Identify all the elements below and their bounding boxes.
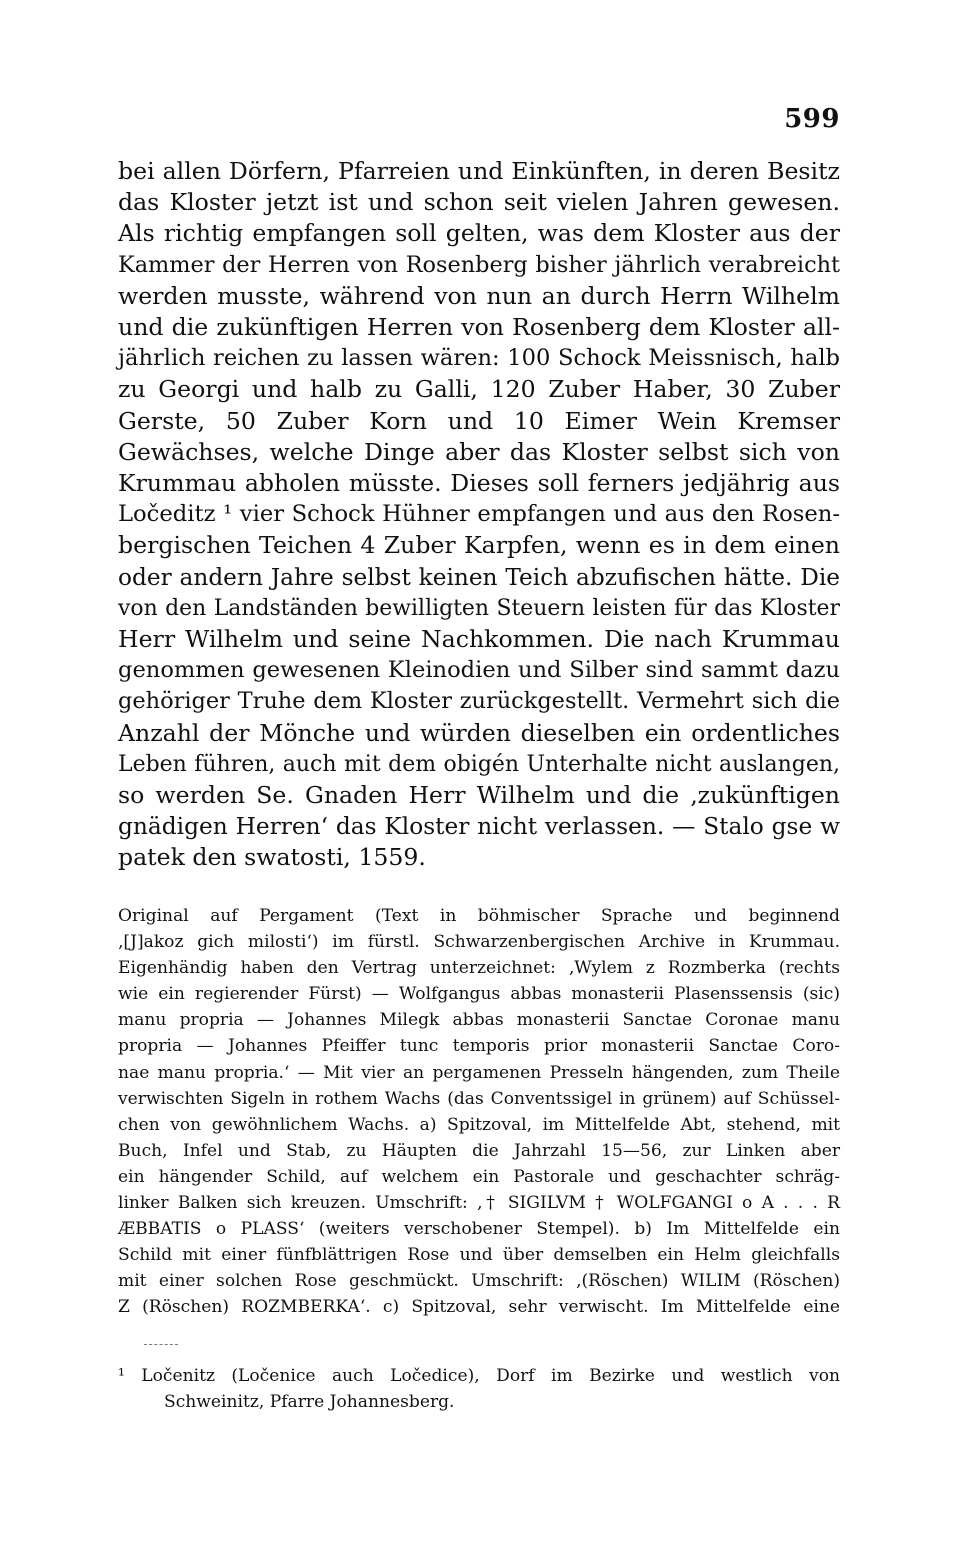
- text-line: genommen gewesenen Kleinodien und Silber sind sammt dazu: [118, 657, 840, 684]
- text-line: zu Georgi und halb zu Galli, 120 Zuber Haber, 30 Zuber: [118, 375, 840, 404]
- text-line: Herr Wilhelm und seine Nachkommen. Die nach Krummau: [118, 625, 840, 654]
- note-line: Z (Röschen) ROZMBERKA‘. c) Spitzoval, sehr verwischt. Im Mittelfelde eine: [118, 1297, 840, 1318]
- note-line: Original auf Pergament (Text in böhmischer Sprache und beginnend: [118, 906, 840, 926]
- footnote-line: ¹ Ločenitz (Ločenice auch Ločedice), Dorf im Bezirke und westlich von: [118, 1366, 840, 1386]
- text-line: Ločeditz ¹ vier Schock Hühner empfangen und aus den Rosen-: [118, 501, 840, 528]
- text-line: Leben führen, auch mit dem obigén Unterhalte nicht auslangen,: [118, 751, 840, 777]
- text-line: Anzahl der Mönche und würden dieselben ein ordentliches: [118, 718, 840, 747]
- text-line: jährlich reichen zu lassen wären: 100 Schock Meissnisch, halb: [118, 345, 840, 372]
- footnote-line: Schweinitz, Pfarre Johannesberg.: [164, 1392, 455, 1412]
- note-line: linker Balken sich kreuzen. Umschrift: ‚† SIGILVM † WOLFGANGI o A . . . R: [118, 1193, 840, 1214]
- page-number: 599: [784, 104, 840, 134]
- text-line: patek den swatosti, 1559.: [118, 843, 426, 872]
- text-line: so werden Se. Gnaden Herr Wilhelm und die ‚zukünftigen: [118, 781, 840, 810]
- note-line: ‚[J]akoz gich milosti‘) im fürstl. Schwarzenbergischen Archive in Krummau.: [118, 932, 840, 953]
- note-line: Schild mit einer fünfblättrigen Rose und über demselben ein Helm gleichfalls: [118, 1245, 840, 1266]
- archival-note: [118, 903, 840, 1321]
- note-line: nae manu propria.‘ — Mit vier an pergamenen Presseln hängenden, zum Theile: [118, 1062, 840, 1083]
- text-line: bergischen Teichen 4 Zuber Karpfen, wenn es in dem einen: [118, 531, 840, 560]
- note-line: manu propria — Johannes Milegk abbas monasterii Sanctae Coronae manu: [118, 1010, 840, 1031]
- text-line: von den Landständen bewilligten Steuern leisten für das Kloster: [118, 595, 840, 621]
- main-text-body: [118, 156, 840, 874]
- note-line: ein hängender Schild, auf welchem ein Pastorale und geschachter schräg-: [118, 1166, 840, 1187]
- footnote-separator: [144, 1344, 178, 1345]
- note-line: Buch, Infel und Stab, zu Häupten die Jahrzahl 15—56, zur Linken aber: [118, 1140, 840, 1161]
- text-line: Gerste, 50 Zuber Korn und 10 Eimer Wein Kremser: [118, 406, 840, 435]
- text-line: Krummau abholen müsste. Dieses soll ferners jedjährig aus: [118, 469, 840, 498]
- text-line: und die zukünftigen Herren von Rosenberg dem Kloster all-: [118, 313, 840, 342]
- note-line: ÆBBATIS o PLASS‘ (weiters verschobener Stempel). b) Im Mittelfelde ein: [118, 1219, 840, 1240]
- text-line: bei allen Dörfern, Pfarreien und Einkünften, in deren Besitz: [118, 157, 840, 185]
- text-line: gehöriger Truhe dem Kloster zurückgestellt. Vermehrt sich die: [118, 688, 840, 715]
- text-line: das Kloster jetzt ist und schon seit vielen Jahren gewesen.: [118, 188, 840, 217]
- text-line: gnädigen Herren‘ das Kloster nicht verlassen. — Stalo gse w: [118, 813, 840, 841]
- note-line: Eigenhändig haben den Vertrag unterzeichnet: ‚Wylem z Rozmberka (rechts: [118, 958, 840, 979]
- footnote: [118, 1363, 840, 1415]
- note-line: propria — Johannes Pfeiffer tunc temporis prior monasterii Sanctae Coro-: [118, 1036, 840, 1057]
- text-line: werden musste, während von nun an durch Herrn Wilhelm: [118, 281, 840, 310]
- note-line: verwischten Sigeln in rothem Wachs (das Conventssigel in grünem) auf Schüssel-: [118, 1088, 840, 1109]
- note-line: chen von gewöhnlichem Wachs. a) Spitzoval, im Mittelfelde Abt, stehend, mit: [118, 1114, 840, 1135]
- text-line: Kammer der Herren von Rosenberg bisher jährlich verabreicht: [118, 251, 840, 278]
- note-line: wie ein regierender Fürst) — Wolfgangus abbas monasterii Plasenssensis (sic): [118, 984, 840, 1005]
- text-line: Als richtig empfangen soll gelten, was dem Kloster aus der: [118, 219, 840, 248]
- note-line: mit einer solchen Rose geschmückt. Umschrift: ‚(Röschen) WILIM (Röschen): [118, 1271, 840, 1292]
- text-line: Gewächses, welche Dinge aber das Kloster selbst sich von: [118, 437, 840, 466]
- text-line: oder andern Jahre selbst keinen Teich abzufischen hätte. Die: [118, 563, 840, 591]
